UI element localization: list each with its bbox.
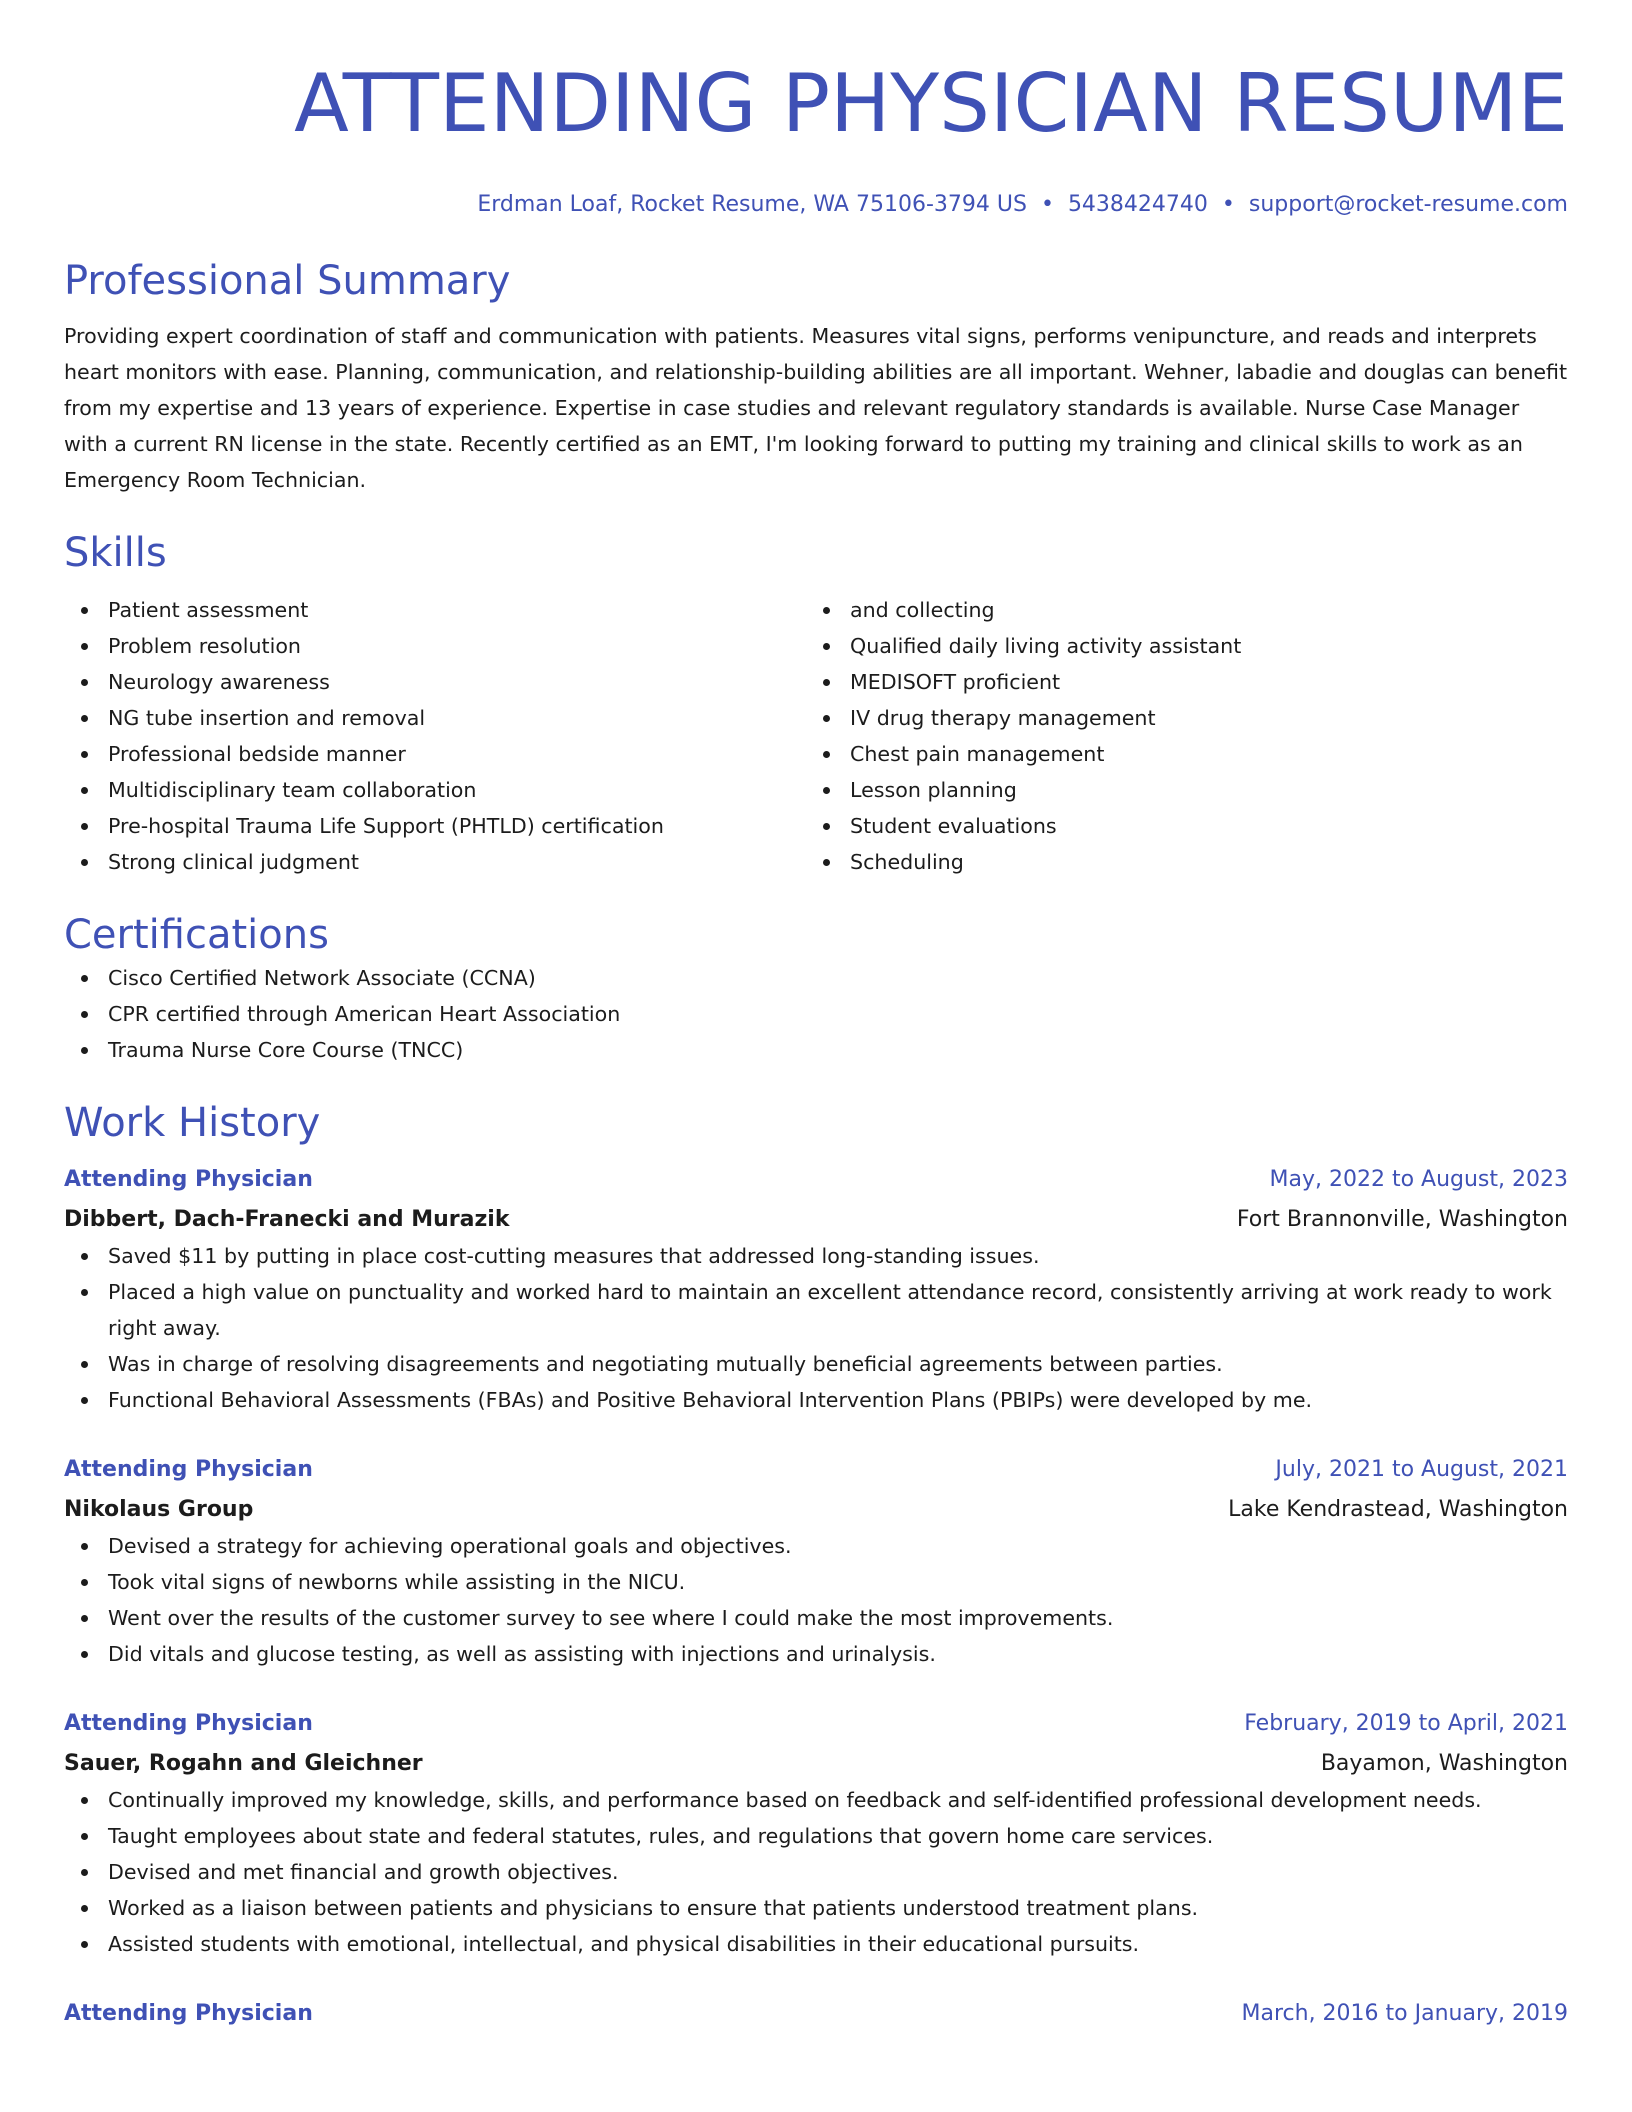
job-title: Attending Physician (64, 2001, 313, 2026)
job-company: Nikolaus Group (64, 1497, 254, 1522)
certifications-section (64, 910, 1568, 1068)
job-duties-list (64, 1528, 1568, 1672)
section-heading-work-history: Work History (64, 1100, 321, 1146)
skill-item: Neurology awareness (64, 664, 806, 700)
skill-item: Lesson planning (806, 772, 1548, 808)
contact-phone: 5438424740 (1067, 192, 1208, 217)
work-history-section (64, 1098, 1568, 2032)
job-duties-list (64, 1782, 1568, 1962)
skills-column-left (64, 592, 806, 880)
job-duty-item: Went over the results of the customer survey to see where I could make the most improvements. (64, 1600, 1568, 1636)
job-duty-item: Took vital signs of newborns while assisting in the NICU. (64, 1564, 1568, 1600)
skill-item: Problem resolution (64, 628, 806, 664)
skill-item: Pre-hospital Trauma Life Support (PHTLD) certification (64, 808, 806, 844)
job-company: Dibbert, Dach-Franecki and Murazik (64, 1207, 510, 1232)
contact-separator: • (1221, 192, 1235, 217)
job-duty-item: Placed a high value on punctuality and worked hard to maintain an excellent attendance record, consistently arriving at work ready to work right away. (64, 1274, 1568, 1346)
summary-section (64, 256, 1568, 498)
job-entry (64, 1706, 1568, 1962)
skills-column-right (806, 592, 1548, 880)
job-duty-item: Continually improved my knowledge, skills, and performance based on feedback and self-identified professional development needs. (64, 1782, 1568, 1818)
job-duty-item: Saved $11 by putting in place cost-cutting measures that addressed long-standing issues. (64, 1238, 1568, 1274)
job-entry (64, 1162, 1568, 1418)
job-location: Lake Kendrastead, Washington (1228, 1497, 1568, 1522)
job-entry (64, 1996, 1568, 2032)
job-list (64, 1162, 1568, 2032)
job-duty-item: Was in charge of resolving disagreements and negotiating mutually beneficial agreements between parties. (64, 1346, 1568, 1382)
section-heading-certifications: Certifications (64, 912, 329, 958)
certification-item: Trauma Nurse Core Course (TNCC) (64, 1032, 1568, 1068)
skill-item: Strong clinical judgment (64, 844, 806, 880)
job-header-row (64, 1706, 1568, 1742)
job-duty-item: Functional Behavioral Assessments (FBAs) and Positive Behavioral Intervention Plans (PBIPs) were developed by me. (64, 1382, 1568, 1418)
job-location: Fort Brannonville, Washington (1236, 1207, 1568, 1232)
job-header-row (64, 1452, 1568, 1488)
job-company-row (64, 1742, 1568, 1782)
skill-item: Multidisciplinary team collaboration (64, 772, 806, 808)
certifications-list (64, 960, 1568, 1068)
contact-separator: • (1040, 192, 1054, 217)
job-header-row (64, 1162, 1568, 1198)
job-duty-item: Devised a strategy for achieving operational goals and objectives. (64, 1528, 1568, 1564)
contact-email: support@rocket-resume.com (1248, 192, 1568, 217)
job-company: Sauer, Rogahn and Gleichner (64, 1751, 423, 1776)
job-dates: March, 2016 to January, 2019 (1241, 2001, 1568, 2026)
skills-grid (64, 592, 1568, 880)
skill-item: MEDISOFT proficient (806, 664, 1548, 700)
skills-list-left (64, 592, 806, 880)
skills-list-right (806, 592, 1548, 880)
job-duty-item: Did vitals and glucose testing, as well as assisting with injections and urinalysis. (64, 1636, 1568, 1672)
job-duty-item: Assisted students with emotional, intellectual, and physical disabilities in their educational pursuits. (64, 1926, 1568, 1962)
skill-item: NG tube insertion and removal (64, 700, 806, 736)
job-header-row (64, 1996, 1568, 2032)
job-dates: May, 2022 to August, 2023 (1269, 1167, 1568, 1192)
job-company-row (64, 1198, 1568, 1238)
job-title: Attending Physician (64, 1457, 313, 1482)
resume-page (64, 56, 1568, 2032)
job-duty-item: Worked as a liaison between patients and physicians to ensure that patients understood treatment plans. (64, 1890, 1568, 1926)
skill-item: Qualified daily living activity assistant (806, 628, 1548, 664)
section-heading-skills: Skills (64, 530, 167, 576)
contact-address: Erdman Loaf, Rocket Resume, WA 75106-3794 US (477, 192, 1027, 217)
skill-item: Student evaluations (806, 808, 1548, 844)
skill-item: IV drug therapy management (806, 700, 1548, 736)
section-heading-summary: Professional Summary (64, 258, 511, 304)
skill-item: Scheduling (806, 844, 1548, 880)
summary-text: Providing expert coordination of staff and communication with patients. Measures vital signs, performs venipuncture, and reads and interprets heart monitors with ease. Planning, communication, and relationship-building abilities are all important. Wehner, labadie and douglas can benefit from my expertise and 13 years of experience. Expertise in case studies and relevant regulatory standards is available. Nurse Case Manager with a current RN license in the state. Recently certified as an EMT, I'm looking forward to putting my training and clinical skills to work as an Emergency Room Technician. (64, 324, 1568, 492)
certification-item: CPR certified through American Heart Association (64, 996, 1568, 1032)
job-entry (64, 1452, 1568, 1672)
job-duties-list (64, 1238, 1568, 1418)
job-dates: July, 2021 to August, 2021 (1275, 1457, 1568, 1482)
job-location: Bayamon, Washington (1320, 1751, 1568, 1776)
contact-line (64, 190, 1568, 220)
job-company-row (64, 1488, 1568, 1528)
resume-title: ATTENDING PHYSICIAN RESUME (294, 57, 1568, 150)
certification-item: Cisco Certified Network Associate (CCNA) (64, 960, 1568, 996)
skill-item: Patient assessment (64, 592, 806, 628)
skills-section (64, 528, 1568, 880)
skill-item: Chest pain management (806, 736, 1548, 772)
job-title: Attending Physician (64, 1711, 313, 1736)
job-dates: February, 2019 to April, 2021 (1244, 1711, 1568, 1736)
skill-item: Professional bedside manner (64, 736, 806, 772)
job-duty-item: Taught employees about state and federal statutes, rules, and regulations that govern home care services. (64, 1818, 1568, 1854)
skill-item: and collecting (806, 592, 1548, 628)
job-duty-item: Devised and met financial and growth objectives. (64, 1854, 1568, 1890)
job-title: Attending Physician (64, 1167, 313, 1192)
